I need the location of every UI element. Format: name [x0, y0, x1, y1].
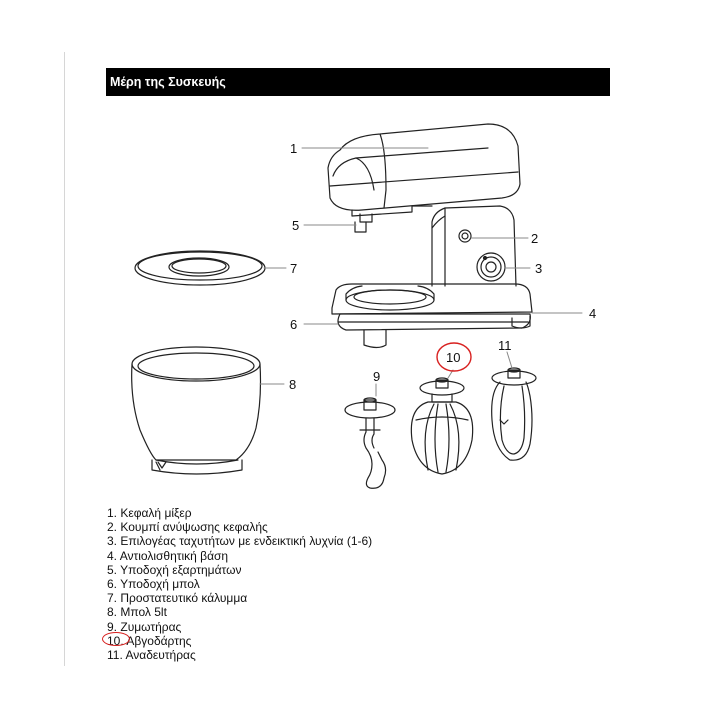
bowl-illustration — [132, 347, 261, 474]
part-label: Υποδοχή εξαρτημάτων — [120, 562, 242, 577]
part-label: Υποδοχή μπολ — [120, 577, 200, 592]
parts-list-item — [107, 605, 372, 619]
part-number: 6. — [107, 577, 118, 592]
part-label: Προστατευτικό κάλυμμα — [120, 591, 248, 606]
part-number: 3. — [107, 534, 118, 549]
leader-lines — [260, 148, 582, 396]
parts-list-item — [107, 563, 372, 577]
part-number: 2. — [107, 520, 118, 535]
callout-11: 11 — [498, 338, 512, 353]
parts-list-item — [107, 634, 372, 648]
callout-4: 4 — [589, 306, 597, 321]
highlight-ring-list-10 — [102, 632, 130, 646]
parts-list-item — [107, 534, 372, 548]
part-label: Αβγοδάρτης — [126, 633, 192, 648]
callout-2: 2 — [531, 231, 539, 246]
part-number: 1. — [107, 506, 118, 520]
callout-1: 1 — [290, 141, 298, 156]
part-number: 9. — [107, 619, 118, 634]
parts-list-item — [107, 620, 372, 634]
part-label: Αντιολισθητική βάση — [119, 548, 229, 563]
part-number: 8. — [107, 605, 118, 620]
part-label: Κουμπί ανύψωσης κεφαλής — [120, 520, 268, 535]
part-number: 7. — [107, 591, 118, 606]
callout-7: 7 — [290, 261, 298, 276]
callout-9: 9 — [373, 369, 381, 384]
callout-3: 3 — [535, 261, 543, 276]
parts-list-item — [107, 648, 372, 662]
flat-beater-illustration — [492, 368, 536, 460]
part-number: 11. — [107, 648, 123, 663]
part-label: Μπολ 5lt — [120, 605, 167, 620]
leader-11 — [507, 352, 512, 368]
parts-list — [107, 506, 372, 662]
dough-hook-illustration — [345, 398, 395, 488]
parts-list-item — [107, 506, 372, 520]
part-label: Ζυμωτήρας — [120, 619, 182, 634]
whisk-illustration — [411, 378, 472, 474]
part-number: 4. — [107, 548, 118, 563]
section-title: Μέρη της Συσκευής — [110, 75, 226, 89]
part-number: 5. — [107, 562, 118, 577]
part-number: 10. — [107, 633, 124, 648]
parts-list-item — [107, 549, 372, 563]
callout-8: 8 — [289, 377, 297, 392]
callout-6: 6 — [290, 317, 298, 332]
part-label: Επιλογέας ταχυτήτων με ενδεικτική λυχνία (1-6) — [120, 534, 373, 549]
stand-mixer-illustration — [328, 124, 532, 348]
parts-list-item — [107, 591, 372, 605]
parts-list-item — [107, 520, 372, 534]
callout-5: 5 — [292, 218, 300, 233]
splash-guard-illustration — [135, 251, 265, 285]
parts-list-item — [107, 577, 372, 591]
callout-10: 10 — [446, 350, 461, 365]
part-label: Αναδευτήρας — [125, 648, 196, 663]
part-label: Κεφαλή μίξερ — [120, 506, 192, 520]
